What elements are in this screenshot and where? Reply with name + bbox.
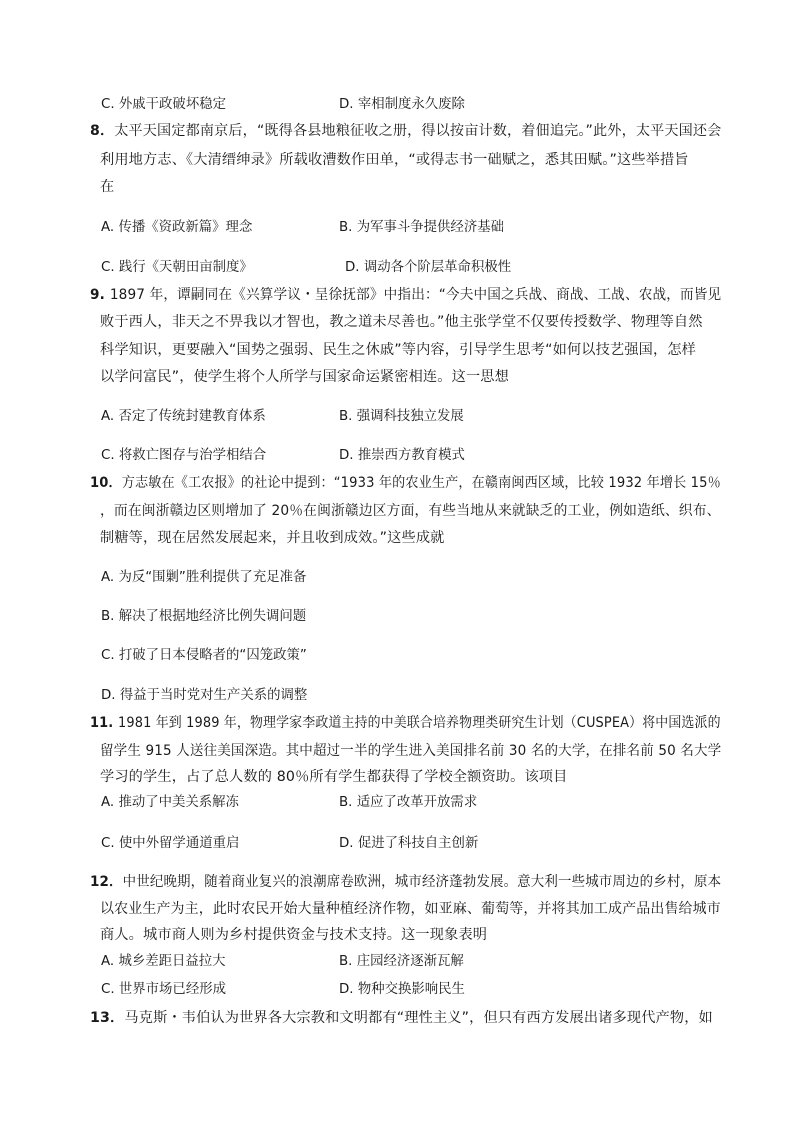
q11-number: 11.: [90, 715, 118, 731]
q10-number: 10．: [90, 475, 122, 491]
q12-option-b: B. 庄园经济逐渐瓦解: [339, 954, 464, 969]
q12-option-d: D. 物种交换影响民生: [339, 982, 465, 997]
q7-option-d: D. 宰相制度永久废除: [339, 97, 465, 112]
q10-stem-line-2: ，而在闽浙赣边区则增加了 20％在闽浙赣边区方面，有些当地从来就缺乏的工业，例如造纸、织布、: [100, 503, 721, 519]
q8-option-b: B. 为军事斗争提供经济基础: [339, 220, 504, 235]
q11-option-b: B. 适应了改革开放需求: [339, 795, 478, 810]
q10-option-a: A. 为反“围剿”胜利提供了充足准备: [101, 570, 307, 585]
q10-option-b: B. 解决了根据地经济比例失调问题: [101, 609, 307, 624]
q8-stem-line-2: 利用地方志、《大清缙绅录》所载收漕数作田单，“或得志书一础赋之，悉其田赋。”这些举措旨: [100, 152, 689, 168]
q9-option-d: D. 推崇西方教育模式: [339, 448, 465, 463]
q11-option-c: C. 使中外留学通道重启: [101, 836, 240, 851]
q9-option-c: C. 将救亡图存与治学相结合: [101, 448, 267, 463]
q10-option-c: C. 打破了日本侵略者的“囚笼政策”: [101, 648, 307, 663]
q9-stem-line-2: 败于西人，非天之不畀我以才智也，教之道未尽善也。”他主张学堂不仅要传授数学、物理等自然: [100, 314, 703, 330]
q12-option-a: A. 城乡差距日益拉大: [101, 954, 226, 969]
q12-stem-line-1: 12．中世纪晚期，随着商业复兴的浪潮席卷欧洲，城市经济蓬勃发展。意大利一些城市周边的乡村，原本: [90, 874, 722, 890]
q11-option-a: A. 推动了中美关系解冻: [101, 795, 239, 810]
q8-option-c: C. 践行《天朝田亩制度》: [101, 260, 253, 275]
q8-stem-line-1: 8．太平天国定都南京后，“既得各县地粮征收之册，得以按亩计数，着佃追完。”此外，太平天国还会: [90, 123, 722, 139]
q12-option-c: C. 世界市场已经形成: [101, 982, 226, 997]
q9-number: 9.: [90, 287, 110, 303]
q12-number: 12．: [90, 874, 123, 890]
q7-option-c: C. 外戚干政破坏稳定: [101, 97, 226, 112]
q9-stem-line-3: 科学知识，更要融入“国势之强弱、民生之休戚”等内容，引导学生思考“如何以技艺强国，怎样: [100, 342, 697, 358]
q9-stem-line-1: 9. 1897 年，谭嗣同在《兴算学议・呈徐抚部》中指出：“今夫中国之兵战、商战、工战、农战，而皆见: [90, 287, 722, 303]
q10-stem-line-1: 10．方志敏在《工农报》的社论中提到：“1933 年的农业生产，在赣南闽西区域，比较 1932 年增长 15％: [90, 475, 721, 491]
q11-stem-line-3: 学习的学生，占了总人数的 80％所有学生都获得了学校全额资助。该项目: [100, 769, 568, 785]
q8-number: 8．: [90, 123, 115, 139]
q10-stem-line-3: 制糖等，现在居然发展起来，并且收到成效。”这些成就: [100, 530, 445, 546]
q8-option-d: D. 调动各个阶层革命积极性: [345, 260, 512, 275]
q12-stem-line-2: 以农业生产为主，此时农民开始大量种植经济作物，如亚麻、葡萄等，并将其加工成产品出售给城市: [100, 901, 721, 917]
q13-stem-line-1: 13．马克斯・韦伯认为世界各大宗教和文明都有“理性主义”，但只有西方发展出诸多现代产物，如: [90, 1010, 713, 1026]
q13-number: 13．: [90, 1010, 125, 1026]
q9-stem-line-4: 以学问富民”，使学生将个人所学与国家命运紧密相连。这一思想: [100, 369, 509, 385]
q11-stem-line-1: 11. 1981 年到 1989 年，物理学家李政道主持的中美联合培养物理类研究生计划（CUSPEA）将中国选派的: [90, 715, 721, 731]
q10-option-d: D. 得益于当时党对生产关系的调整: [101, 688, 308, 703]
q11-stem-line-2: 留学生 915 人送往美国深造。其中超过一半的学生进入美国排名前 30 名的大学，在排名前 50 名大学: [100, 743, 722, 759]
q9-option-b: B. 强调科技独立发展: [339, 409, 464, 424]
q8-option-a: A. 传播《资政新篇》理念: [101, 220, 253, 235]
q12-stem-line-3: 商人。城市商人则为乡村提供资金与技术支持。这一现象表明: [100, 927, 488, 943]
q9-option-a: A. 否定了传统封建教育体系: [101, 409, 266, 424]
q8-stem-line-3: 在: [100, 179, 115, 195]
q11-option-d: D. 促进了科技自主创新: [339, 836, 479, 851]
